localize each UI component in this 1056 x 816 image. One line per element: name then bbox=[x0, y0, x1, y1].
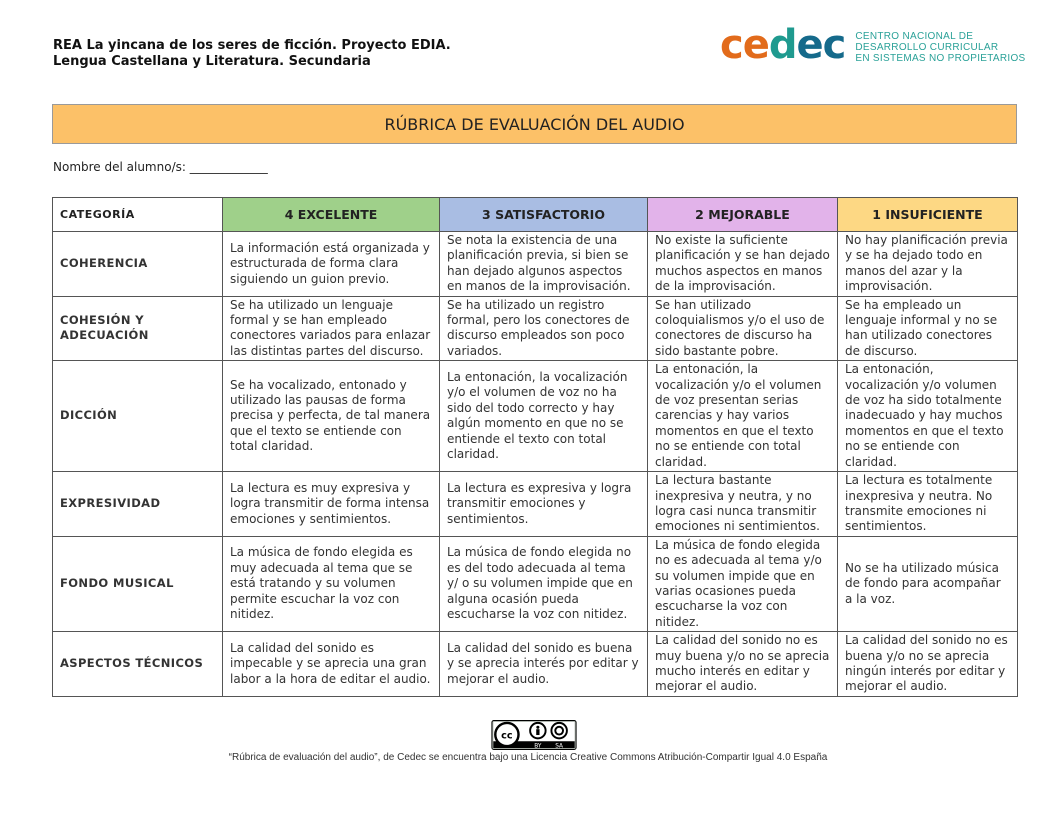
table-row bbox=[53, 361, 1018, 472]
table-header-row bbox=[53, 198, 1018, 232]
document-header bbox=[53, 38, 451, 70]
table-row bbox=[53, 232, 1018, 297]
logo-sub-line: EN SISTEMAS NO PROPIETARIOS bbox=[855, 52, 1026, 64]
cc-icon-label: cc bbox=[501, 730, 513, 742]
rubric-cell: No se ha utilizado música de fondo para acompañar a la voz. bbox=[838, 536, 1018, 631]
header-line-2: Lengua Castellana y Literatura. Secundaria bbox=[53, 54, 371, 69]
rubric-cell: La lectura es muy expresiva y logra transmitir de forma intensa emociones y sentimientos. bbox=[223, 472, 440, 537]
rubric-cell: Se ha vocalizado, entonado y utilizado las pausas de forma precisa y perfecta, de tal manera que el texto se entiende con total claridad. bbox=[223, 361, 440, 472]
category-cell: COHERENCIA bbox=[53, 232, 223, 297]
rubric-cell: No hay planificación previa y se ha dejado todo en manos del azar y la improvisación. bbox=[838, 232, 1018, 297]
logo-letter: d bbox=[768, 22, 797, 68]
rubric-cell: Se ha utilizado un lenguaje formal y se han empleado conectores variados para enlazar las distintas partes del discurso. bbox=[223, 296, 440, 361]
badge-by-text: BY bbox=[534, 743, 542, 750]
rubric-cell: La información está organizada y estructurada de forma clara siguiendo un guion previo. bbox=[223, 232, 440, 297]
logo-sub-line: CENTRO NACIONAL DE bbox=[855, 30, 974, 42]
table-row bbox=[53, 296, 1018, 361]
rubric-cell: La música de fondo elegida no es del todo adecuada al tema y/ o su volumen impide que en alguna ocasión pueda escucharse la voz con nitidez. bbox=[440, 536, 648, 631]
rubric-cell: La entonación, vocalización y/o volumen de voz ha sido totalmente inadecuado y hay muchos momentos en que el texto no se entiende con claridad. bbox=[838, 361, 1018, 472]
rubric-cell: Se nota la existencia de una planificación previa, si bien se han dejado algunos aspectos en manos de la improvisación. bbox=[440, 232, 648, 297]
header-line-1: REA La yincana de los seres de ficción. Proyecto EDIA. bbox=[53, 38, 451, 53]
rubric-cell: La música de fondo elegida es muy adecuada al tema que se está tratando y su volumen permite escuchar la voz con nitidez. bbox=[223, 536, 440, 631]
category-cell: DICCIÓN bbox=[53, 361, 223, 472]
rubric-cell: La música de fondo elegida no es adecuada al tema y/o su volumen impide que en varias ocasiones pueda escucharse la voz con nitidez. bbox=[648, 536, 838, 631]
cedec-logo bbox=[720, 22, 1026, 68]
rubric-cell: Se han utilizado coloquialismos y/o el uso de conectores de discurso ha sido bastante pobre. bbox=[648, 296, 838, 361]
header-level-1: 1 INSUFICIENTE bbox=[838, 198, 1018, 232]
header-level-2: 2 MEJORABLE bbox=[648, 198, 838, 232]
rubric-cell: La calidad del sonido es buena y se aprecia interés por editar y mejorar el audio. bbox=[440, 632, 648, 697]
rubric-table bbox=[52, 197, 1018, 697]
category-cell: EXPRESIVIDAD bbox=[53, 472, 223, 537]
rubric-cell: La calidad del sonido no es buena y/o no se aprecia ningún interés por editar y mejorar el audio. bbox=[838, 632, 1018, 697]
badge-sa-text: SA bbox=[555, 743, 564, 750]
rubric-cell: No existe la suficiente planificación y se han dejado muchos aspectos en manos de la improvisación. bbox=[648, 232, 838, 297]
logo-letter: c bbox=[822, 22, 846, 68]
cc-by-sa-badge bbox=[490, 720, 578, 750]
rubric-cell: La calidad del sonido no es muy buena y/o no se aprecia mucho interés en editar y mejorar el audio. bbox=[648, 632, 838, 697]
rubric-cell: La lectura es totalmente inexpresiva y neutra. No transmite emociones ni sentimientos. bbox=[838, 472, 1018, 537]
rubric-cell: La lectura bastante inexpresiva y neutra, y no logra casi nunca transmitir emociones ni sentimientos. bbox=[648, 472, 838, 537]
rubric-cell: Se ha utilizado un registro formal, pero los conectores de discurso empleados son poco variados. bbox=[440, 296, 648, 361]
header-level-3: 3 SATISFACTORIO bbox=[440, 198, 648, 232]
cedec-logo-word bbox=[720, 22, 846, 68]
rubric-cell: Se ha empleado un lenguaje informal y no se han utilizado conectores de discurso. bbox=[838, 296, 1018, 361]
rubric-cell: La lectura es expresiva y logra transmitir emociones y sentimientos. bbox=[440, 472, 648, 537]
rubric-cell: La entonación, la vocalización y/o el volumen de voz presentan serias carencias y hay varios momentos en que el texto no se entiende con total claridad. bbox=[648, 361, 838, 472]
logo-letter: c bbox=[720, 22, 743, 68]
logo-letter: e bbox=[796, 22, 823, 68]
rubric-cell: La entonación, la vocalización y/o el volumen de voz no ha sido del todo correcto y hay algún momento en que no se entiende el texto con total claridad. bbox=[440, 361, 648, 472]
attribution-icon-body bbox=[536, 729, 539, 735]
student-name-label: Nombre del alumno/s: _____________ bbox=[53, 160, 268, 174]
table-row bbox=[53, 632, 1018, 697]
cedec-logo-subtitle bbox=[855, 31, 1025, 64]
table-row bbox=[53, 472, 1018, 537]
category-cell: ASPECTOS TÉCNICOS bbox=[53, 632, 223, 697]
logo-letter: e bbox=[742, 22, 769, 68]
license-text: “Rúbrica de evaluación del audio”, de Cedec se encuentra bajo una Licencia Creative Commons Atribución-Compartir Igual 4.0 España bbox=[228, 752, 828, 763]
rubric-cell: La calidad del sonido es impecable y se aprecia una gran labor a la hora de editar el audio. bbox=[223, 632, 440, 697]
table-row bbox=[53, 536, 1018, 631]
category-cell: COHESIÓN Y ADECUACIÓN bbox=[53, 296, 223, 361]
rubric-title: RÚBRICA DE EVALUACIÓN DEL AUDIO bbox=[52, 104, 1017, 144]
attribution-icon-head bbox=[536, 726, 539, 729]
header-category: CATEGORÍA bbox=[53, 198, 223, 232]
share-alike-icon bbox=[551, 723, 566, 738]
category-cell: FONDO MUSICAL bbox=[53, 536, 223, 631]
logo-sub-line: DESARROLLO CURRICULAR bbox=[855, 41, 999, 53]
header-level-4: 4 EXCELENTE bbox=[223, 198, 440, 232]
